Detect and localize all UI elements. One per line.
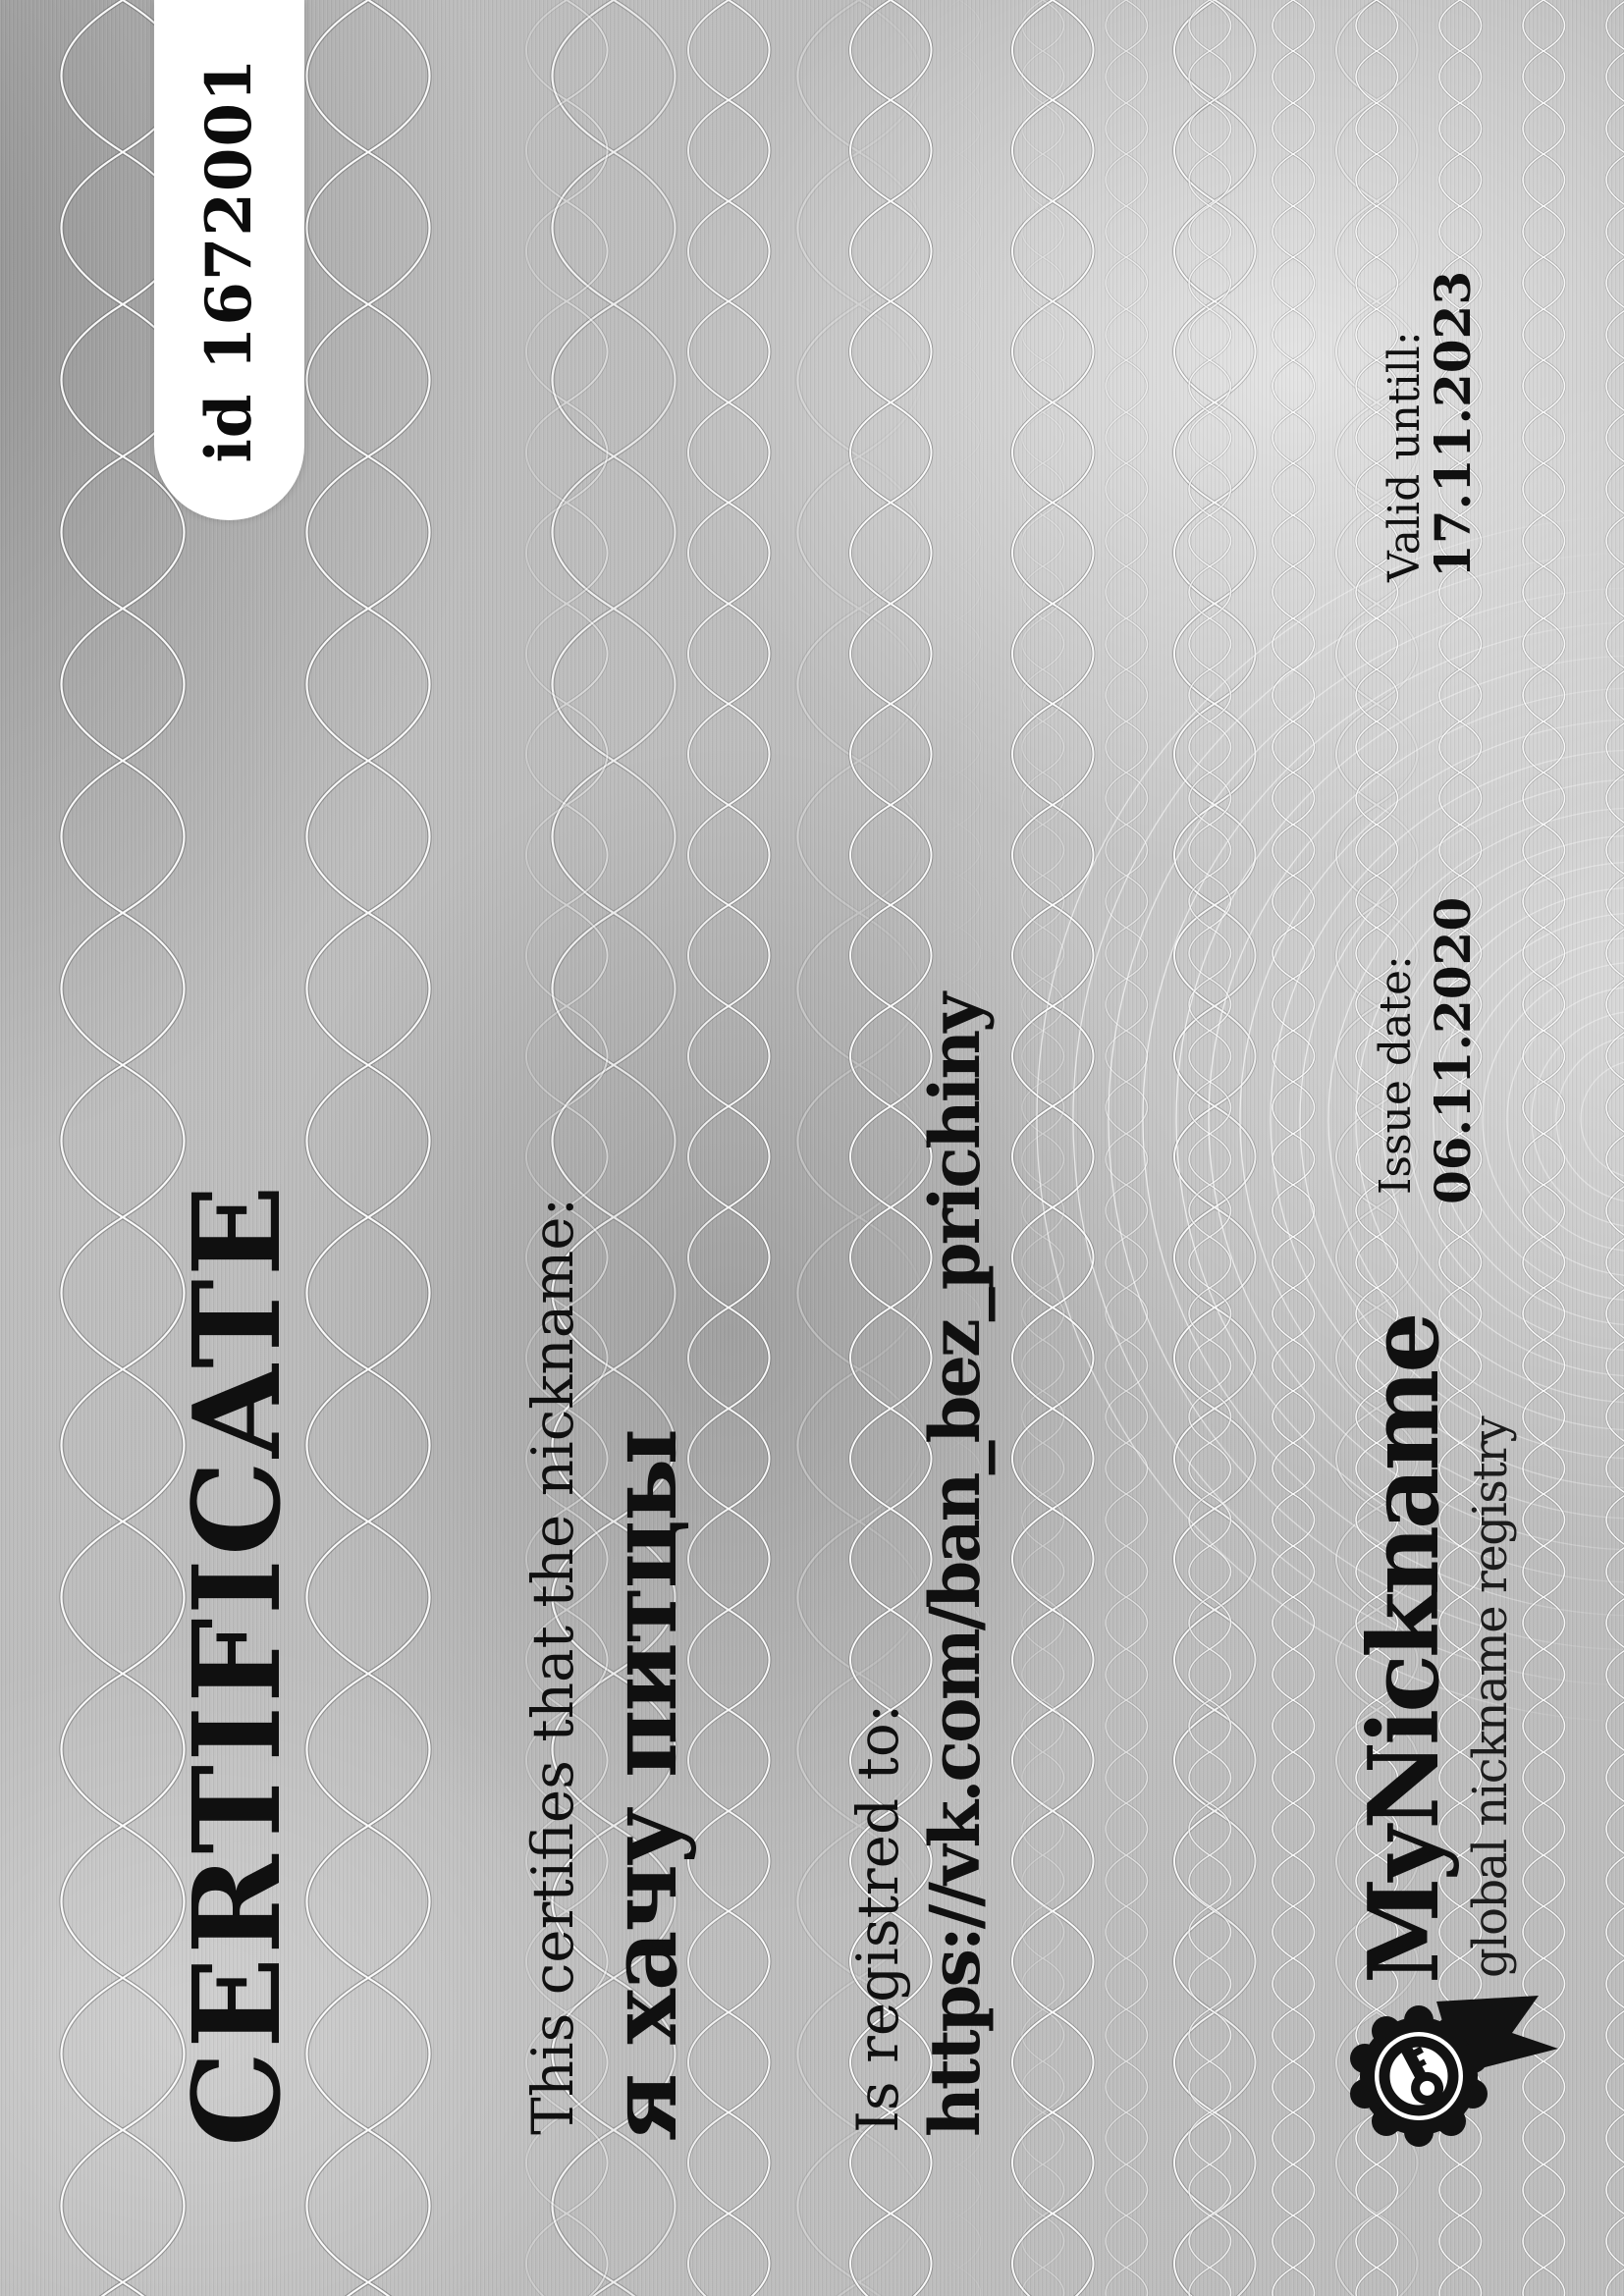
registered-to-label: Is registred to:	[844, 1703, 911, 2133]
id-badge-text: id 1672001	[192, 57, 266, 463]
id-badge	[154, 0, 304, 520]
valid-until-label: Valid untill:	[1380, 331, 1430, 582]
brand-name: MyNickname	[1348, 1315, 1461, 1984]
rosette-seal-icon	[1311, 1968, 1596, 2194]
intro-label: This certifies that the nickname:	[519, 1197, 586, 2135]
valid-until-value: 17.11.2023	[1424, 270, 1482, 578]
registered-url: https://vk.com/ban_bez_prichiny	[914, 995, 996, 2137]
nickname-value: я хачу питцы	[589, 1429, 698, 2142]
issue-date-label: Issue date:	[1371, 955, 1421, 1195]
brand-tagline: global nickname registry	[1463, 1416, 1518, 1978]
issue-date-value: 06.11.2020	[1424, 896, 1482, 1204]
certificate-title: CERTIFICATE	[166, 1182, 307, 2147]
